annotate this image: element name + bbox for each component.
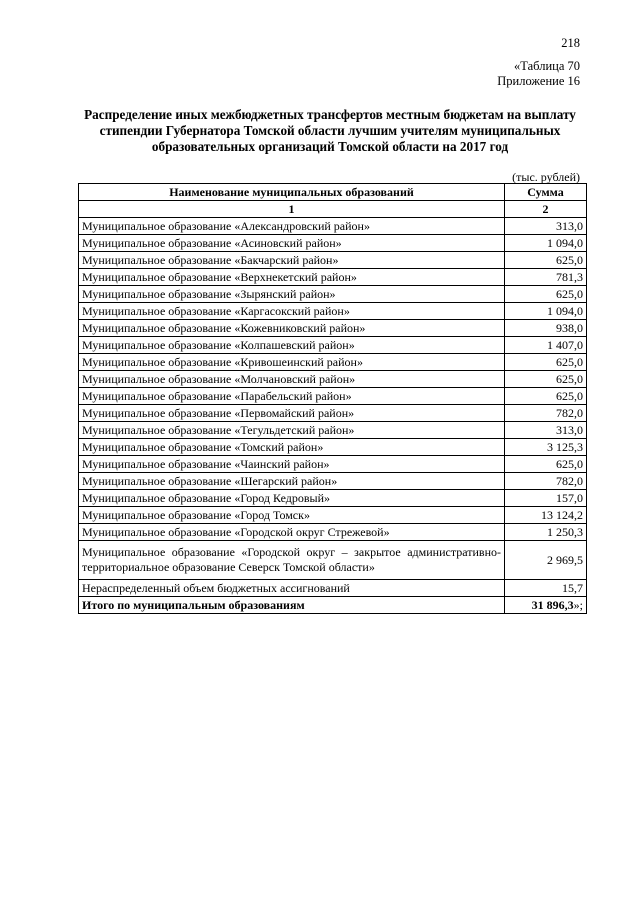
table-row <box>79 354 587 371</box>
table-row <box>79 541 587 580</box>
row-name: Муниципальное образование «Верхнекетский район» <box>79 269 505 286</box>
row-name: Муниципальное образование «Первомайский район» <box>79 405 505 422</box>
total-name: Итого по муниципальным образованиям <box>79 597 505 614</box>
row-name: Муниципальное образование «Зырянский район» <box>79 286 505 303</box>
row-name: Муниципальное образование «Асиновский район» <box>79 235 505 252</box>
row-sum: 2 969,5 <box>505 541 587 580</box>
row-sum: 625,0 <box>505 286 587 303</box>
table-reference <box>497 59 580 89</box>
row-name: Муниципальное образование «Александровский район» <box>79 218 505 235</box>
table-row <box>79 439 587 456</box>
row-sum: 15,7 <box>505 580 587 597</box>
row-sum: 782,0 <box>505 405 587 422</box>
row-sum: 625,0 <box>505 371 587 388</box>
row-name: Муниципальное образование «Тегульдетский район» <box>79 422 505 439</box>
row-sum: 625,0 <box>505 456 587 473</box>
table-row <box>79 473 587 490</box>
table-row <box>79 405 587 422</box>
table-header-row <box>79 184 587 201</box>
row-name: Муниципальное образование «Город Кедровый» <box>79 490 505 507</box>
row-name: Муниципальное образование «Кривошеинский район» <box>79 354 505 371</box>
total-sum: 31 896,3 <box>531 597 574 612</box>
row-sum: 1 250,3 <box>505 524 587 541</box>
header-name: Наименование муниципальных образований <box>79 184 505 201</box>
distribution-table <box>78 183 587 614</box>
row-sum: 625,0 <box>505 252 587 269</box>
row-name: Муниципальное образование «Городской округ – закрытое административно-территориальное образование Северск Томской области» <box>79 541 505 580</box>
total-row <box>79 597 587 614</box>
row-name: Муниципальное образование «Молчановский район» <box>79 371 505 388</box>
row-sum: 313,0 <box>505 422 587 439</box>
row-name: Муниципальное образование «Парабельский район» <box>79 388 505 405</box>
table-row <box>79 456 587 473</box>
table-row <box>79 269 587 286</box>
table-row <box>79 252 587 269</box>
table-row <box>79 337 587 354</box>
table-row <box>79 371 587 388</box>
column-number-sum: 2 <box>505 201 587 218</box>
row-name: Муниципальное образование «Город Томск» <box>79 507 505 524</box>
table-row <box>79 286 587 303</box>
table-reference-line2: Приложение 16 <box>497 74 580 88</box>
total-suffix: »; <box>573 597 583 612</box>
row-name: Муниципальное образование «Городской округ Стрежевой» <box>79 524 505 541</box>
column-number-row <box>79 201 587 218</box>
table-row <box>79 490 587 507</box>
row-sum: 782,0 <box>505 473 587 490</box>
row-sum: 13 124,2 <box>505 507 587 524</box>
header-sum: Сумма <box>505 184 587 201</box>
row-name: Муниципальное образование «Бакчарский район» <box>79 252 505 269</box>
row-sum: 157,0 <box>505 490 587 507</box>
row-name: Муниципальное образование «Колпашевский район» <box>79 337 505 354</box>
table-row <box>79 524 587 541</box>
row-name: Муниципальное образование «Томский район» <box>79 439 505 456</box>
table-row <box>79 303 587 320</box>
row-name: Нераспределенный объем бюджетных ассигнований <box>79 580 505 597</box>
row-sum: 3 125,3 <box>505 439 587 456</box>
row-name: Муниципальное образование «Кожевниковский район» <box>79 320 505 337</box>
table-reference-line1: «Таблица 70 <box>514 59 580 73</box>
row-name: Муниципальное образование «Чаинский район» <box>79 456 505 473</box>
table-row <box>79 320 587 337</box>
table-row <box>79 422 587 439</box>
table-row <box>79 218 587 235</box>
total-sum-cell <box>505 597 587 614</box>
row-sum: 781,3 <box>505 269 587 286</box>
document-title: Распределение иных межбюджетных трансфертов местным бюджетам на выплату стипендии Губернатора Томской области лучшим учителям муниципальных образовательных организаций Томской области на 2017 год <box>84 107 576 154</box>
row-sum: 313,0 <box>505 218 587 235</box>
units-label: (тыс. рублей) <box>512 170 580 184</box>
row-sum: 1 407,0 <box>505 337 587 354</box>
row-sum: 938,0 <box>505 320 587 337</box>
table-row <box>79 507 587 524</box>
table-row <box>79 388 587 405</box>
column-number-name: 1 <box>79 201 505 218</box>
table-row <box>79 580 587 597</box>
row-name: Муниципальное образование «Шегарский район» <box>79 473 505 490</box>
row-sum: 1 094,0 <box>505 303 587 320</box>
row-sum: 1 094,0 <box>505 235 587 252</box>
table-row <box>79 235 587 252</box>
row-name: Муниципальное образование «Каргасокский район» <box>79 303 505 320</box>
page-number: 218 <box>561 36 580 50</box>
row-sum: 625,0 <box>505 388 587 405</box>
row-sum: 625,0 <box>505 354 587 371</box>
